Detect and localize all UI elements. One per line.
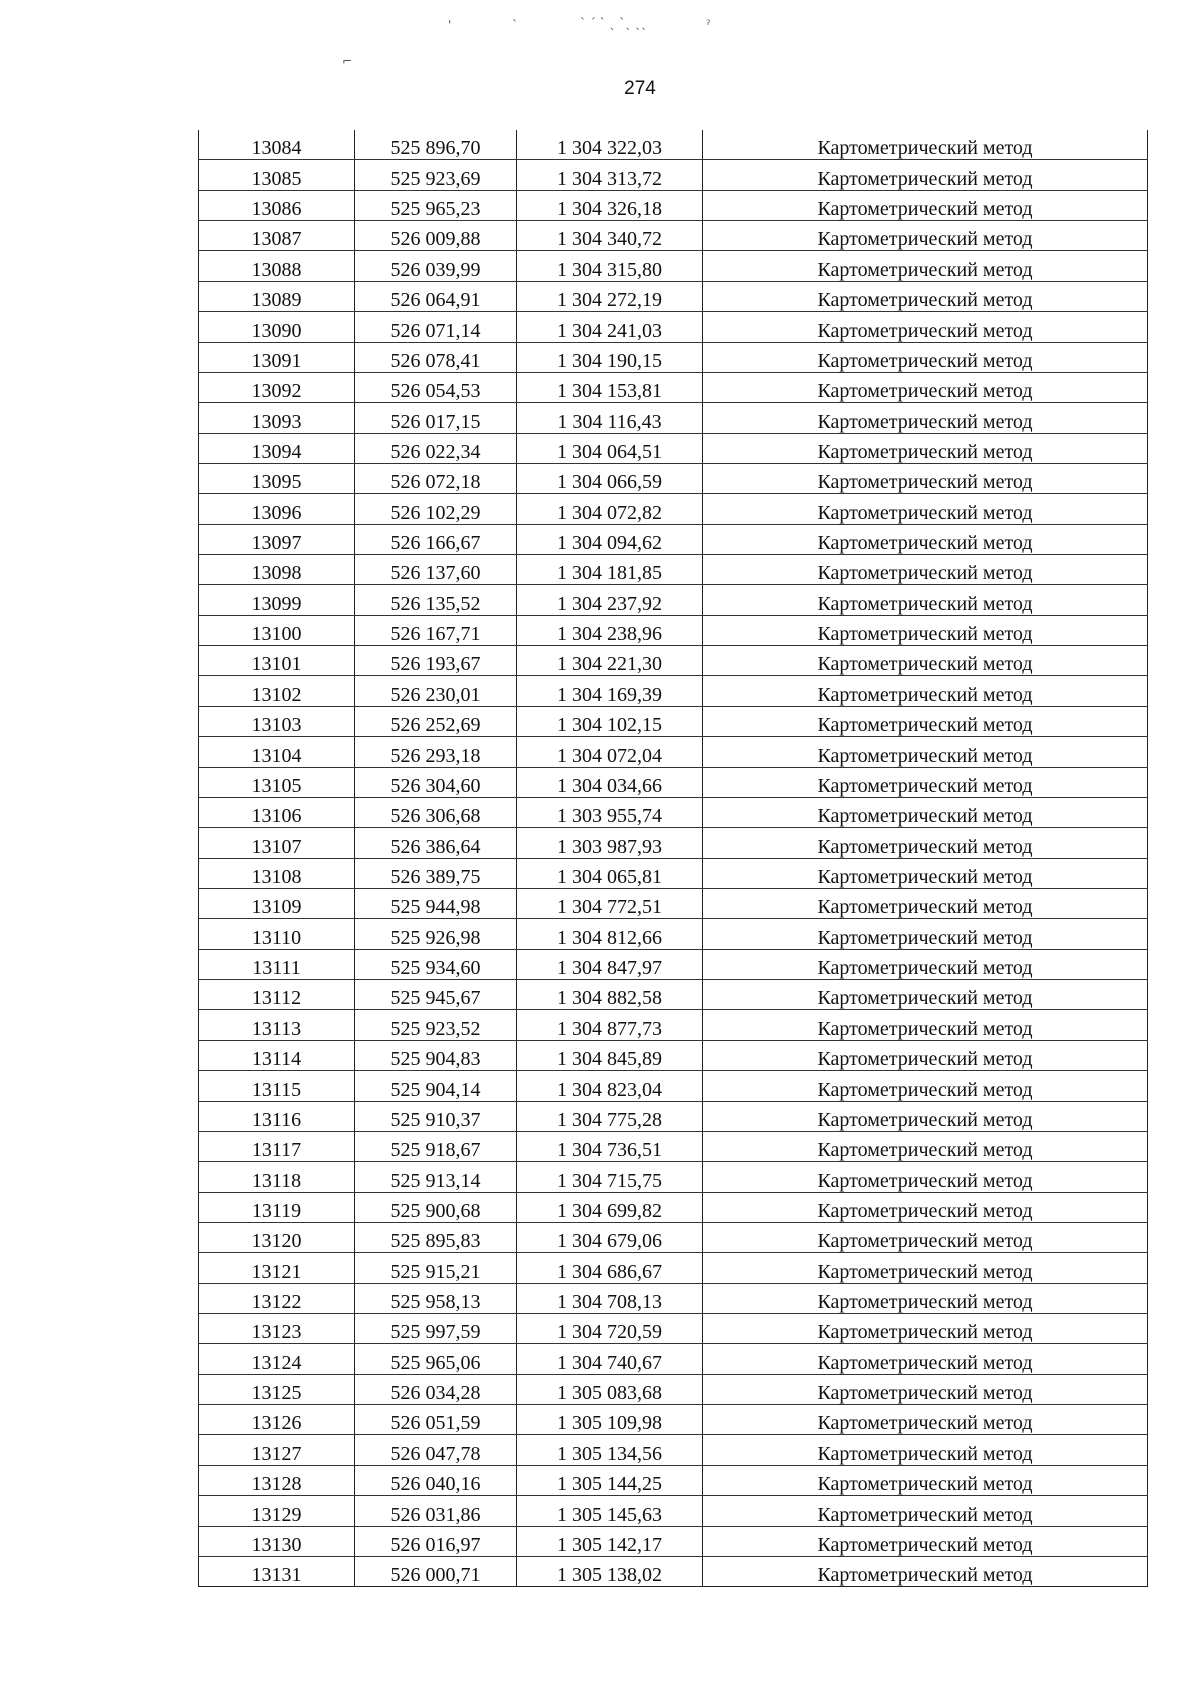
table-row xyxy=(199,828,1148,858)
coordinates-table xyxy=(198,130,1148,1587)
y-coordinate-cell: 1 304 072,82 xyxy=(517,494,703,524)
x-coordinate-cell: 526 040,16 xyxy=(355,1465,517,1495)
page-number: 274 xyxy=(624,78,656,99)
method-cell: Картометрический метод xyxy=(703,524,1148,554)
y-coordinate-cell: 1 304 064,51 xyxy=(517,433,703,463)
point-number-cell: 13105 xyxy=(199,767,355,797)
point-number-cell: 13101 xyxy=(199,646,355,676)
method-cell: Картометрический метод xyxy=(703,1435,1148,1465)
method-cell: Картометрический метод xyxy=(703,767,1148,797)
method-cell: Картометрический метод xyxy=(703,1526,1148,1556)
point-number-cell: 13116 xyxy=(199,1101,355,1131)
x-coordinate-cell: 525 965,06 xyxy=(355,1344,517,1374)
table-row xyxy=(199,1344,1148,1374)
table-row xyxy=(199,221,1148,251)
table-row xyxy=(199,1435,1148,1465)
point-number-cell: 13114 xyxy=(199,1040,355,1070)
table-row xyxy=(199,190,1148,220)
y-coordinate-cell: 1 304 775,28 xyxy=(517,1101,703,1131)
method-cell: Картометрический метод xyxy=(703,919,1148,949)
y-coordinate-cell: 1 305 145,63 xyxy=(517,1496,703,1526)
table-row xyxy=(199,585,1148,615)
point-number-cell: 13120 xyxy=(199,1222,355,1252)
method-cell: Картометрический метод xyxy=(703,615,1148,645)
x-coordinate-cell: 526 000,71 xyxy=(355,1556,517,1586)
x-coordinate-cell: 525 926,98 xyxy=(355,919,517,949)
point-number-cell: 13123 xyxy=(199,1314,355,1344)
method-cell: Картометрический метод xyxy=(703,1131,1148,1161)
x-coordinate-cell: 526 078,41 xyxy=(355,342,517,372)
method-cell: Картометрический метод xyxy=(703,797,1148,827)
table-row xyxy=(199,858,1148,888)
y-coordinate-cell: 1 304 094,62 xyxy=(517,524,703,554)
y-coordinate-cell: 1 304 708,13 xyxy=(517,1283,703,1313)
point-number-cell: 13118 xyxy=(199,1162,355,1192)
point-number-cell: 13091 xyxy=(199,342,355,372)
method-cell: Картометрический метод xyxy=(703,1101,1148,1131)
y-coordinate-cell: 1 305 134,56 xyxy=(517,1435,703,1465)
y-coordinate-cell: 1 303 987,93 xyxy=(517,828,703,858)
point-number-cell: 13093 xyxy=(199,403,355,433)
x-coordinate-cell: 525 918,67 xyxy=(355,1131,517,1161)
x-coordinate-cell: 525 904,83 xyxy=(355,1040,517,1070)
method-cell: Картометрический метод xyxy=(703,1344,1148,1374)
table-row xyxy=(199,737,1148,767)
table-row xyxy=(199,1314,1148,1344)
method-cell: Картометрический метод xyxy=(703,1465,1148,1495)
table-row xyxy=(199,949,1148,979)
point-number-cell: 13115 xyxy=(199,1071,355,1101)
method-cell: Картометрический метод xyxy=(703,1314,1148,1344)
point-number-cell: 13097 xyxy=(199,524,355,554)
x-coordinate-cell: 526 137,60 xyxy=(355,555,517,585)
table-row xyxy=(199,1405,1148,1435)
y-coordinate-cell: 1 304 241,03 xyxy=(517,312,703,342)
method-cell: Картометрический метод xyxy=(703,1556,1148,1586)
method-cell: Картометрический метод xyxy=(703,1162,1148,1192)
x-coordinate-cell: 525 965,23 xyxy=(355,190,517,220)
table-row xyxy=(199,646,1148,676)
method-cell: Картометрический метод xyxy=(703,281,1148,311)
y-coordinate-cell: 1 304 740,67 xyxy=(517,1344,703,1374)
table-row xyxy=(199,160,1148,190)
table-row xyxy=(199,1192,1148,1222)
y-coordinate-cell: 1 305 142,17 xyxy=(517,1526,703,1556)
method-cell: Картометрический метод xyxy=(703,828,1148,858)
method-cell: Картометрический метод xyxy=(703,403,1148,433)
point-number-cell: 13121 xyxy=(199,1253,355,1283)
scan-mark: ⌐ xyxy=(342,54,353,68)
x-coordinate-cell: 526 304,60 xyxy=(355,767,517,797)
point-number-cell: 13096 xyxy=(199,494,355,524)
method-cell: Картометрический метод xyxy=(703,1496,1148,1526)
method-cell: Картометрический метод xyxy=(703,494,1148,524)
x-coordinate-cell: 525 923,69 xyxy=(355,160,517,190)
method-cell: Картометрический метод xyxy=(703,130,1148,160)
table-row xyxy=(199,1253,1148,1283)
x-coordinate-cell: 525 945,67 xyxy=(355,980,517,1010)
y-coordinate-cell: 1 304 065,81 xyxy=(517,858,703,888)
scan-mark: ' xyxy=(448,18,452,32)
table-row xyxy=(199,342,1148,372)
table-row xyxy=(199,1556,1148,1586)
table-row xyxy=(199,372,1148,402)
y-coordinate-cell: 1 304 237,92 xyxy=(517,585,703,615)
x-coordinate-cell: 526 071,14 xyxy=(355,312,517,342)
point-number-cell: 13106 xyxy=(199,797,355,827)
method-cell: Картометрический метод xyxy=(703,1253,1148,1283)
y-coordinate-cell: 1 304 238,96 xyxy=(517,615,703,645)
method-cell: Картометрический метод xyxy=(703,221,1148,251)
method-cell: Картометрический метод xyxy=(703,737,1148,767)
table-row xyxy=(199,1010,1148,1040)
x-coordinate-cell: 525 923,52 xyxy=(355,1010,517,1040)
y-coordinate-cell: 1 304 877,73 xyxy=(517,1010,703,1040)
point-number-cell: 13126 xyxy=(199,1405,355,1435)
method-cell: Картометрический метод xyxy=(703,160,1148,190)
method-cell: Картометрический метод xyxy=(703,1071,1148,1101)
y-coordinate-cell: 1 304 034,66 xyxy=(517,767,703,797)
point-number-cell: 13099 xyxy=(199,585,355,615)
method-cell: Картометрический метод xyxy=(703,1040,1148,1070)
point-number-cell: 13129 xyxy=(199,1496,355,1526)
x-coordinate-cell: 525 915,21 xyxy=(355,1253,517,1283)
method-cell: Картометрический метод xyxy=(703,342,1148,372)
point-number-cell: 13086 xyxy=(199,190,355,220)
y-coordinate-cell: 1 304 679,06 xyxy=(517,1222,703,1252)
y-coordinate-cell: 1 304 736,51 xyxy=(517,1131,703,1161)
y-coordinate-cell: 1 304 699,82 xyxy=(517,1192,703,1222)
method-cell: Картометрический метод xyxy=(703,1192,1148,1222)
method-cell: Картометрический метод xyxy=(703,858,1148,888)
x-coordinate-cell: 525 896,70 xyxy=(355,130,517,160)
y-coordinate-cell: 1 303 955,74 xyxy=(517,797,703,827)
table-row xyxy=(199,767,1148,797)
method-cell: Картометрический метод xyxy=(703,312,1148,342)
x-coordinate-cell: 526 022,34 xyxy=(355,433,517,463)
coordinates-table-body xyxy=(199,130,1148,1587)
x-coordinate-cell: 526 031,86 xyxy=(355,1496,517,1526)
y-coordinate-cell: 1 304 772,51 xyxy=(517,888,703,918)
point-number-cell: 13111 xyxy=(199,949,355,979)
point-number-cell: 13102 xyxy=(199,676,355,706)
table-row xyxy=(199,1162,1148,1192)
y-coordinate-cell: 1 304 326,18 xyxy=(517,190,703,220)
table-row xyxy=(199,1071,1148,1101)
table-row xyxy=(199,888,1148,918)
method-cell: Картометрический метод xyxy=(703,1010,1148,1040)
table-row xyxy=(199,555,1148,585)
method-cell: Картометрический метод xyxy=(703,1283,1148,1313)
y-coordinate-cell: 1 304 720,59 xyxy=(517,1314,703,1344)
method-cell: Картометрический метод xyxy=(703,706,1148,736)
table-row xyxy=(199,312,1148,342)
x-coordinate-cell: 526 047,78 xyxy=(355,1435,517,1465)
y-coordinate-cell: 1 304 116,43 xyxy=(517,403,703,433)
y-coordinate-cell: 1 304 823,04 xyxy=(517,1071,703,1101)
scan-mark: ` xyxy=(512,18,518,32)
point-number-cell: 13108 xyxy=(199,858,355,888)
x-coordinate-cell: 526 386,64 xyxy=(355,828,517,858)
y-coordinate-cell: 1 304 072,04 xyxy=(517,737,703,767)
method-cell: Картометрический метод xyxy=(703,463,1148,493)
point-number-cell: 13089 xyxy=(199,281,355,311)
x-coordinate-cell: 525 904,14 xyxy=(355,1071,517,1101)
point-number-cell: 13109 xyxy=(199,888,355,918)
y-coordinate-cell: 1 305 109,98 xyxy=(517,1405,703,1435)
x-coordinate-cell: 525 944,98 xyxy=(355,888,517,918)
x-coordinate-cell: 526 389,75 xyxy=(355,858,517,888)
x-coordinate-cell: 526 306,68 xyxy=(355,797,517,827)
y-coordinate-cell: 1 304 181,85 xyxy=(517,555,703,585)
x-coordinate-cell: 526 166,67 xyxy=(355,524,517,554)
y-coordinate-cell: 1 304 272,19 xyxy=(517,281,703,311)
x-coordinate-cell: 526 293,18 xyxy=(355,737,517,767)
table-row xyxy=(199,919,1148,949)
y-coordinate-cell: 1 304 153,81 xyxy=(517,372,703,402)
y-coordinate-cell: 1 304 845,89 xyxy=(517,1040,703,1070)
y-coordinate-cell: 1 304 066,59 xyxy=(517,463,703,493)
point-number-cell: 13130 xyxy=(199,1526,355,1556)
y-coordinate-cell: 1 304 340,72 xyxy=(517,221,703,251)
y-coordinate-cell: 1 304 190,15 xyxy=(517,342,703,372)
x-coordinate-cell: 525 913,14 xyxy=(355,1162,517,1192)
y-coordinate-cell: 1 305 144,25 xyxy=(517,1465,703,1495)
method-cell: Картометрический метод xyxy=(703,1222,1148,1252)
method-cell: Картометрический метод xyxy=(703,433,1148,463)
y-coordinate-cell: 1 304 315,80 xyxy=(517,251,703,281)
y-coordinate-cell: 1 304 882,58 xyxy=(517,980,703,1010)
x-coordinate-cell: 526 135,52 xyxy=(355,585,517,615)
table-row xyxy=(199,980,1148,1010)
point-number-cell: 13117 xyxy=(199,1131,355,1161)
table-row xyxy=(199,797,1148,827)
y-coordinate-cell: 1 304 715,75 xyxy=(517,1162,703,1192)
table-row xyxy=(199,1131,1148,1161)
table-row xyxy=(199,433,1148,463)
method-cell: Картометрический метод xyxy=(703,949,1148,979)
method-cell: Картометрический метод xyxy=(703,251,1148,281)
table-row xyxy=(199,130,1148,160)
scan-mark: ` ˊ ` ˎ `ˎ ˎˎ xyxy=(580,16,648,30)
method-cell: Картометрический метод xyxy=(703,980,1148,1010)
point-number-cell: 13124 xyxy=(199,1344,355,1374)
point-number-cell: 13090 xyxy=(199,312,355,342)
point-number-cell: 13092 xyxy=(199,372,355,402)
point-number-cell: 13085 xyxy=(199,160,355,190)
x-coordinate-cell: 526 230,01 xyxy=(355,676,517,706)
y-coordinate-cell: 1 304 313,72 xyxy=(517,160,703,190)
x-coordinate-cell: 526 193,67 xyxy=(355,646,517,676)
table-row xyxy=(199,463,1148,493)
point-number-cell: 13100 xyxy=(199,615,355,645)
method-cell: Картометрический метод xyxy=(703,676,1148,706)
point-number-cell: 13128 xyxy=(199,1465,355,1495)
point-number-cell: 13127 xyxy=(199,1435,355,1465)
table-row xyxy=(199,251,1148,281)
point-number-cell: 13095 xyxy=(199,463,355,493)
y-coordinate-cell: 1 304 686,67 xyxy=(517,1253,703,1283)
method-cell: Картометрический метод xyxy=(703,1405,1148,1435)
table-row xyxy=(199,615,1148,645)
point-number-cell: 13112 xyxy=(199,980,355,1010)
table-row xyxy=(199,1465,1148,1495)
x-coordinate-cell: 526 009,88 xyxy=(355,221,517,251)
x-coordinate-cell: 526 016,97 xyxy=(355,1526,517,1556)
table-row xyxy=(199,1496,1148,1526)
table-row xyxy=(199,1283,1148,1313)
point-number-cell: 13104 xyxy=(199,737,355,767)
point-number-cell: 13098 xyxy=(199,555,355,585)
y-coordinate-cell: 1 304 221,30 xyxy=(517,646,703,676)
y-coordinate-cell: 1 304 847,97 xyxy=(517,949,703,979)
point-number-cell: 13084 xyxy=(199,130,355,160)
method-cell: Картометрический метод xyxy=(703,1374,1148,1404)
x-coordinate-cell: 526 252,69 xyxy=(355,706,517,736)
point-number-cell: 13113 xyxy=(199,1010,355,1040)
point-number-cell: 13122 xyxy=(199,1283,355,1313)
scan-mark: ˀ xyxy=(706,18,711,32)
x-coordinate-cell: 525 895,83 xyxy=(355,1222,517,1252)
method-cell: Картометрический метод xyxy=(703,888,1148,918)
x-coordinate-cell: 526 034,28 xyxy=(355,1374,517,1404)
x-coordinate-cell: 526 054,53 xyxy=(355,372,517,402)
point-number-cell: 13107 xyxy=(199,828,355,858)
method-cell: Картометрический метод xyxy=(703,646,1148,676)
table-row xyxy=(199,706,1148,736)
y-coordinate-cell: 1 304 812,66 xyxy=(517,919,703,949)
y-coordinate-cell: 1 305 083,68 xyxy=(517,1374,703,1404)
y-coordinate-cell: 1 304 102,15 xyxy=(517,706,703,736)
table-row xyxy=(199,524,1148,554)
x-coordinate-cell: 526 064,91 xyxy=(355,281,517,311)
x-coordinate-cell: 525 910,37 xyxy=(355,1101,517,1131)
x-coordinate-cell: 526 072,18 xyxy=(355,463,517,493)
y-coordinate-cell: 1 305 138,02 xyxy=(517,1556,703,1586)
x-coordinate-cell: 526 017,15 xyxy=(355,403,517,433)
x-coordinate-cell: 525 934,60 xyxy=(355,949,517,979)
table-row xyxy=(199,1040,1148,1070)
x-coordinate-cell: 526 102,29 xyxy=(355,494,517,524)
x-coordinate-cell: 525 900,68 xyxy=(355,1192,517,1222)
table-row xyxy=(199,403,1148,433)
point-number-cell: 13103 xyxy=(199,706,355,736)
point-number-cell: 13125 xyxy=(199,1374,355,1404)
method-cell: Картометрический метод xyxy=(703,555,1148,585)
table-row xyxy=(199,1526,1148,1556)
table-row xyxy=(199,281,1148,311)
method-cell: Картометрический метод xyxy=(703,190,1148,220)
point-number-cell: 13087 xyxy=(199,221,355,251)
point-number-cell: 13119 xyxy=(199,1192,355,1222)
x-coordinate-cell: 526 051,59 xyxy=(355,1405,517,1435)
table-row xyxy=(199,1222,1148,1252)
table-row xyxy=(199,1374,1148,1404)
table-row xyxy=(199,676,1148,706)
y-coordinate-cell: 1 304 169,39 xyxy=(517,676,703,706)
method-cell: Картометрический метод xyxy=(703,585,1148,615)
x-coordinate-cell: 525 997,59 xyxy=(355,1314,517,1344)
point-number-cell: 13088 xyxy=(199,251,355,281)
point-number-cell: 13094 xyxy=(199,433,355,463)
table-row xyxy=(199,1101,1148,1131)
x-coordinate-cell: 526 167,71 xyxy=(355,615,517,645)
x-coordinate-cell: 525 958,13 xyxy=(355,1283,517,1313)
x-coordinate-cell: 526 039,99 xyxy=(355,251,517,281)
table-row xyxy=(199,494,1148,524)
method-cell: Картометрический метод xyxy=(703,372,1148,402)
y-coordinate-cell: 1 304 322,03 xyxy=(517,130,703,160)
point-number-cell: 13110 xyxy=(199,919,355,949)
point-number-cell: 13131 xyxy=(199,1556,355,1586)
